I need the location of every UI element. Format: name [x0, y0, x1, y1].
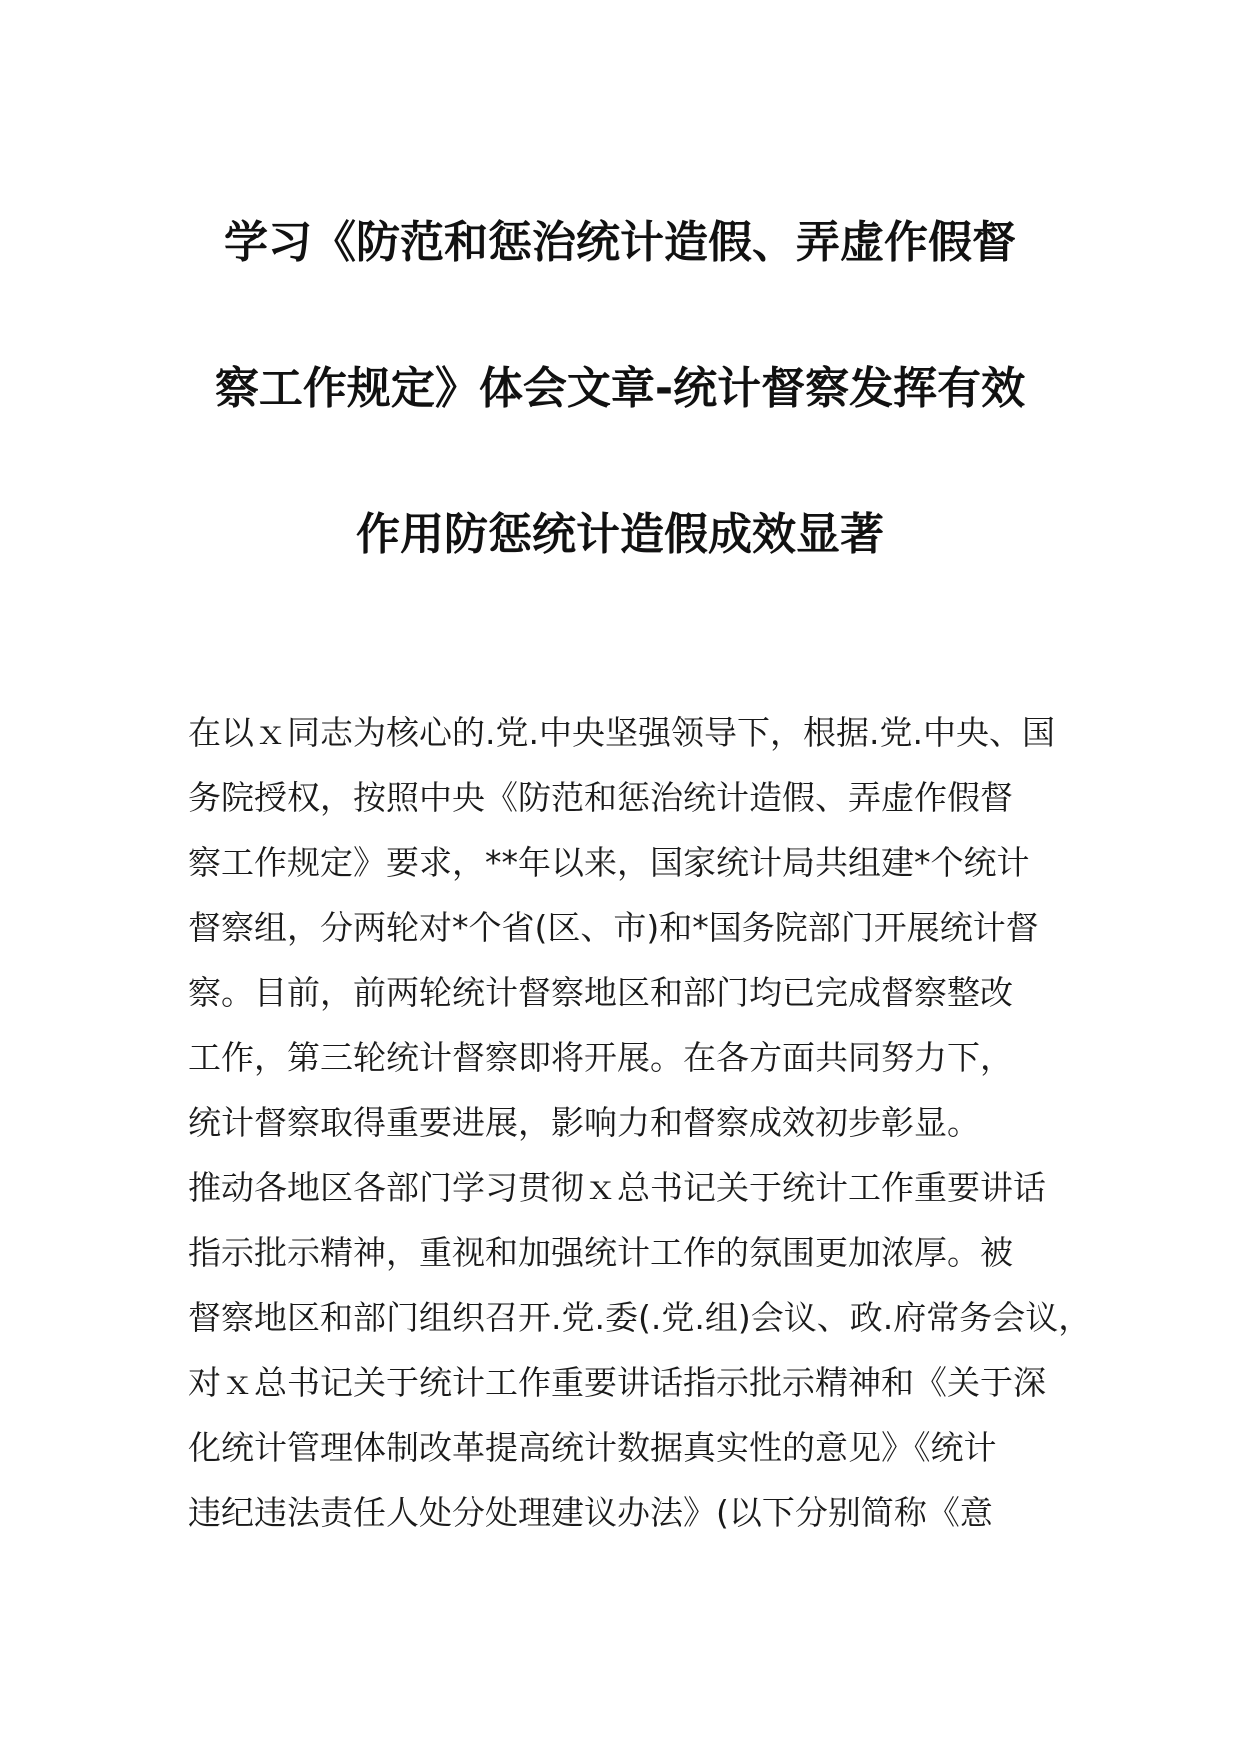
document-title [150, 170, 1090, 608]
body-line-10: 督察地区和部门组织召开.党.委(.党.组)会议、政.府常务会议， [188, 1298, 1092, 1337]
body-line-13: 违纪违法责任人处分处理建议办法》(以下分别简称《意 [188, 1493, 993, 1532]
body-line-1: 在以ｘ同志为核心的.党.中央坚强领导下，根据.党.中央、国 [188, 713, 1055, 752]
body-line-6: 工作，第三轮统计督察即将开展。在各方面共同努力下， [188, 1038, 1013, 1077]
body-line-11: 对ｘ总书记关于统计工作重要讲话指示批示精神和《关于深 [188, 1363, 1046, 1402]
body-line-7: 统计督察取得重要进展，影响力和督察成效初步彰显。 [188, 1103, 980, 1142]
document-body [188, 700, 1092, 1545]
title-line-2: 察工作规定》体会文章-统计督察发挥有效 [214, 363, 1026, 414]
body-line-4: 督察组，分两轮对*个省(区、市)和*国务院部门开展统计督 [188, 908, 1039, 947]
body-line-9: 指示批示精神，重视和加强统计工作的氛围更加浓厚。被 [188, 1233, 1013, 1272]
body-line-2: 务院授权，按照中央《防范和惩治统计造假、弄虚作假督 [188, 778, 1013, 817]
body-line-5: 察。目前，前两轮统计督察地区和部门均已完成督察整改 [188, 973, 1013, 1012]
body-line-3: 察工作规定》要求，**年以来，国家统计局共组建*个统计 [188, 843, 1030, 882]
title-line-3: 作用防惩统计造假成效显著 [356, 509, 884, 560]
title-line-1: 学习《防范和惩治统计造假、弄虚作假督 [224, 217, 1016, 268]
body-line-8: 推动各地区各部门学习贯彻ｘ总书记关于统计工作重要讲话 [188, 1168, 1046, 1207]
body-line-12: 化统计管理体制改革提高统计数据真实性的意见》《统计 [188, 1428, 997, 1467]
